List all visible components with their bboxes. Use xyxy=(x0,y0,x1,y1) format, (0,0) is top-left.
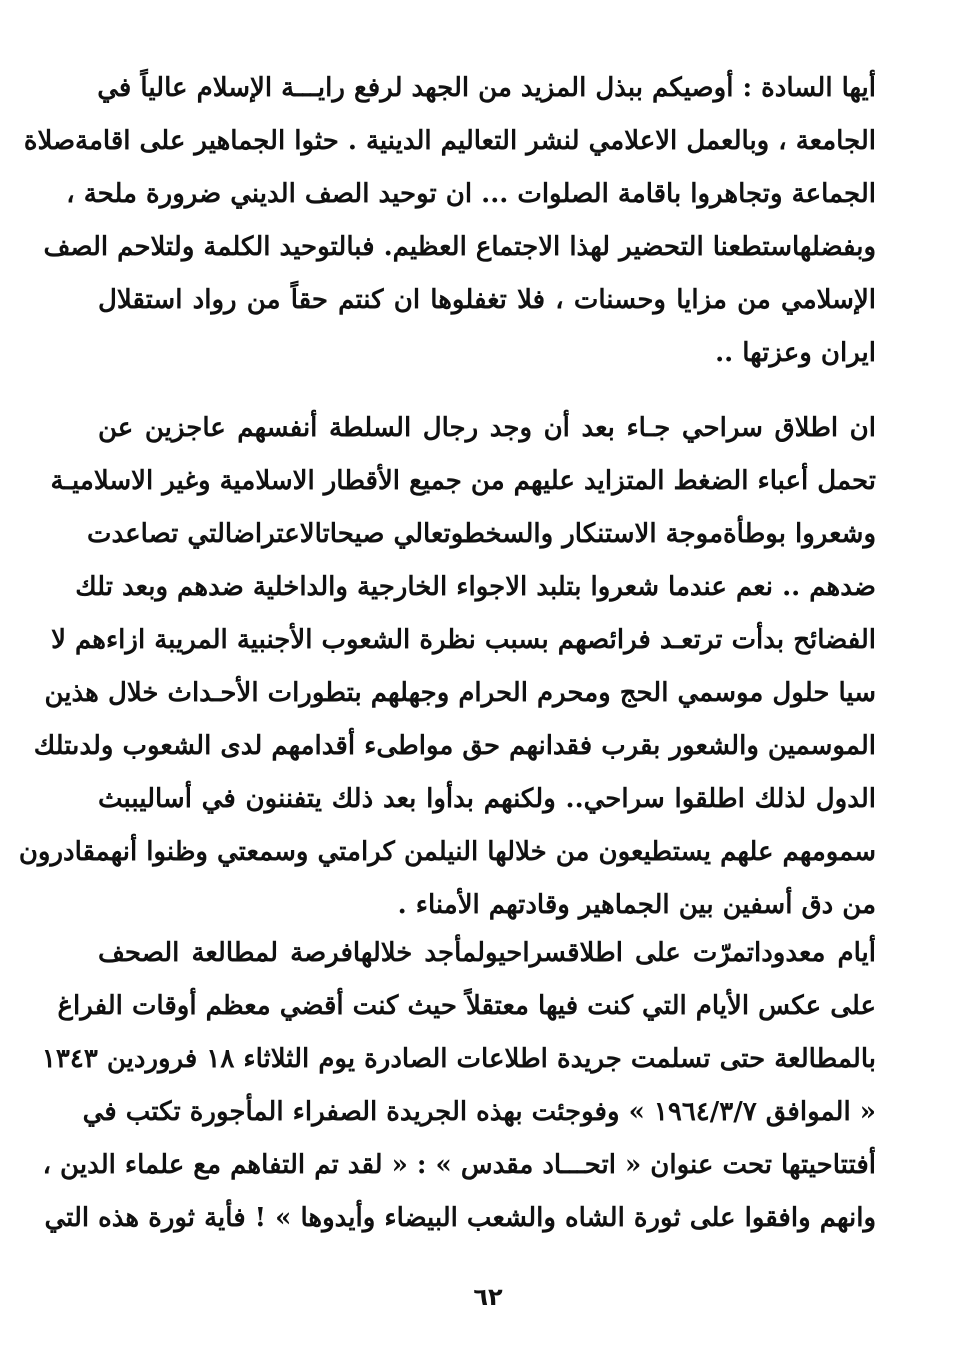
text-line: الإسلامي من مزايا وحسنات ، فلا تغفلوها ان كنتم حقاً من رواد استقلال xyxy=(98,285,876,315)
page-number: ٦٢ xyxy=(473,1283,503,1311)
text-line: وانهم وافقوا على ثورة الشاه والشعب البيضاء وأيدوها » ! فأية ثورة هذه التي xyxy=(44,1203,876,1233)
text-line: ضدهم .. نعم عندما شعروا بتلبد الاجواء الخارجية والداخلية ضدهم وبعد تلك xyxy=(75,572,876,602)
paragraph-1 xyxy=(23,62,876,380)
text-line: ايران وعزتها .. xyxy=(715,338,876,368)
text-line: تحمل أعباء الضغط المتزايد عليهم من جميع الأقطار الاسلامية وغير الاسلاميـة xyxy=(50,466,876,496)
text-line: ان اطلاق سراحي جـاء بعد أن وجد رجال السلطة أنفسهم عاجزين عن xyxy=(98,413,876,443)
text-line: أيها السادة : أوصيكم ببذل المزيد من الجهد لرفع رايـــة الإسلام عالياً في xyxy=(97,73,876,103)
paragraph-3 xyxy=(41,927,876,1245)
text-line: « الموافق ١٩٦٤/٣/٧ » وفوجئت بهذه الجريدة الصفراء المأجورة تكتب في xyxy=(82,1097,876,1127)
text-line: وشعروا بوطأةموجة الاستنكار والسخطوتعالي صيحاتالاعتراضالتي تصاعدت xyxy=(87,519,876,549)
text-line: أفتتاحيتها تحت عنوان « اتحـــاد مقدس » : « لقد تم التفاهم مع علماء الدين ، xyxy=(42,1150,876,1180)
paragraph-2 xyxy=(18,402,876,932)
text-line: الموسمين والشعور بقرب فقدانهم حق مواطىء أقدامهم لدى الشعوب ولدىتلك xyxy=(33,731,876,761)
text-line: أيام معدوداتمرّت على اطلاقسراحيولمأجد خلالهافرصة لمطالعة الصحف xyxy=(98,938,876,968)
text-line: الجماعة وتجاهروا باقامة الصلوات ... ان توحيد الصف الديني ضرورة ملحة ، xyxy=(66,179,876,209)
text-line: الدول لذلك اطلقوا سراحي.. ولكنهم بدأوا بعد ذلك يتفننون في أساليببث xyxy=(98,784,876,814)
text-line: الفضائح بدأت ترتعـد فرائصهم بسبب نظرة الشعوب الأجنبية المريبة ازاءهم لا xyxy=(51,625,876,655)
text-line: على عكس الأيام التي كنت فيها معتقلاً حيث كنت أقضي معظم أوقات الفراغ xyxy=(57,991,876,1021)
text-line: الجامعة ، وبالعمل الاعلامي لنشر التعاليم الدينية . حثوا الجماهير على اقامةصلاة xyxy=(23,126,876,156)
text-line: سيا حلول موسمي الحج ومحرم الحرام وجهلهم بتطورات الأحـداث خلال هذين xyxy=(44,678,876,708)
text-line: من دق أسفين بين الجماهير وقادتهم الأمناء . xyxy=(397,890,876,920)
text-line: وبفضلهاستطعنا التحضير لهذا الاجتماع العظيم. فبالتوحيد الكلمة ولتلاحم الصف xyxy=(43,232,876,262)
text-line: سمومهم علهم يستطيعون من خلالها النيلمن كرامتي وسمعتي وظنوا أنهمقادرون xyxy=(18,837,876,867)
text-line: بالمطالعة حتى تسلمت جريدة اطلاعات الصادرة يوم الثلاثاء ١٨ فروردين ١٣٤٣ xyxy=(41,1044,876,1074)
